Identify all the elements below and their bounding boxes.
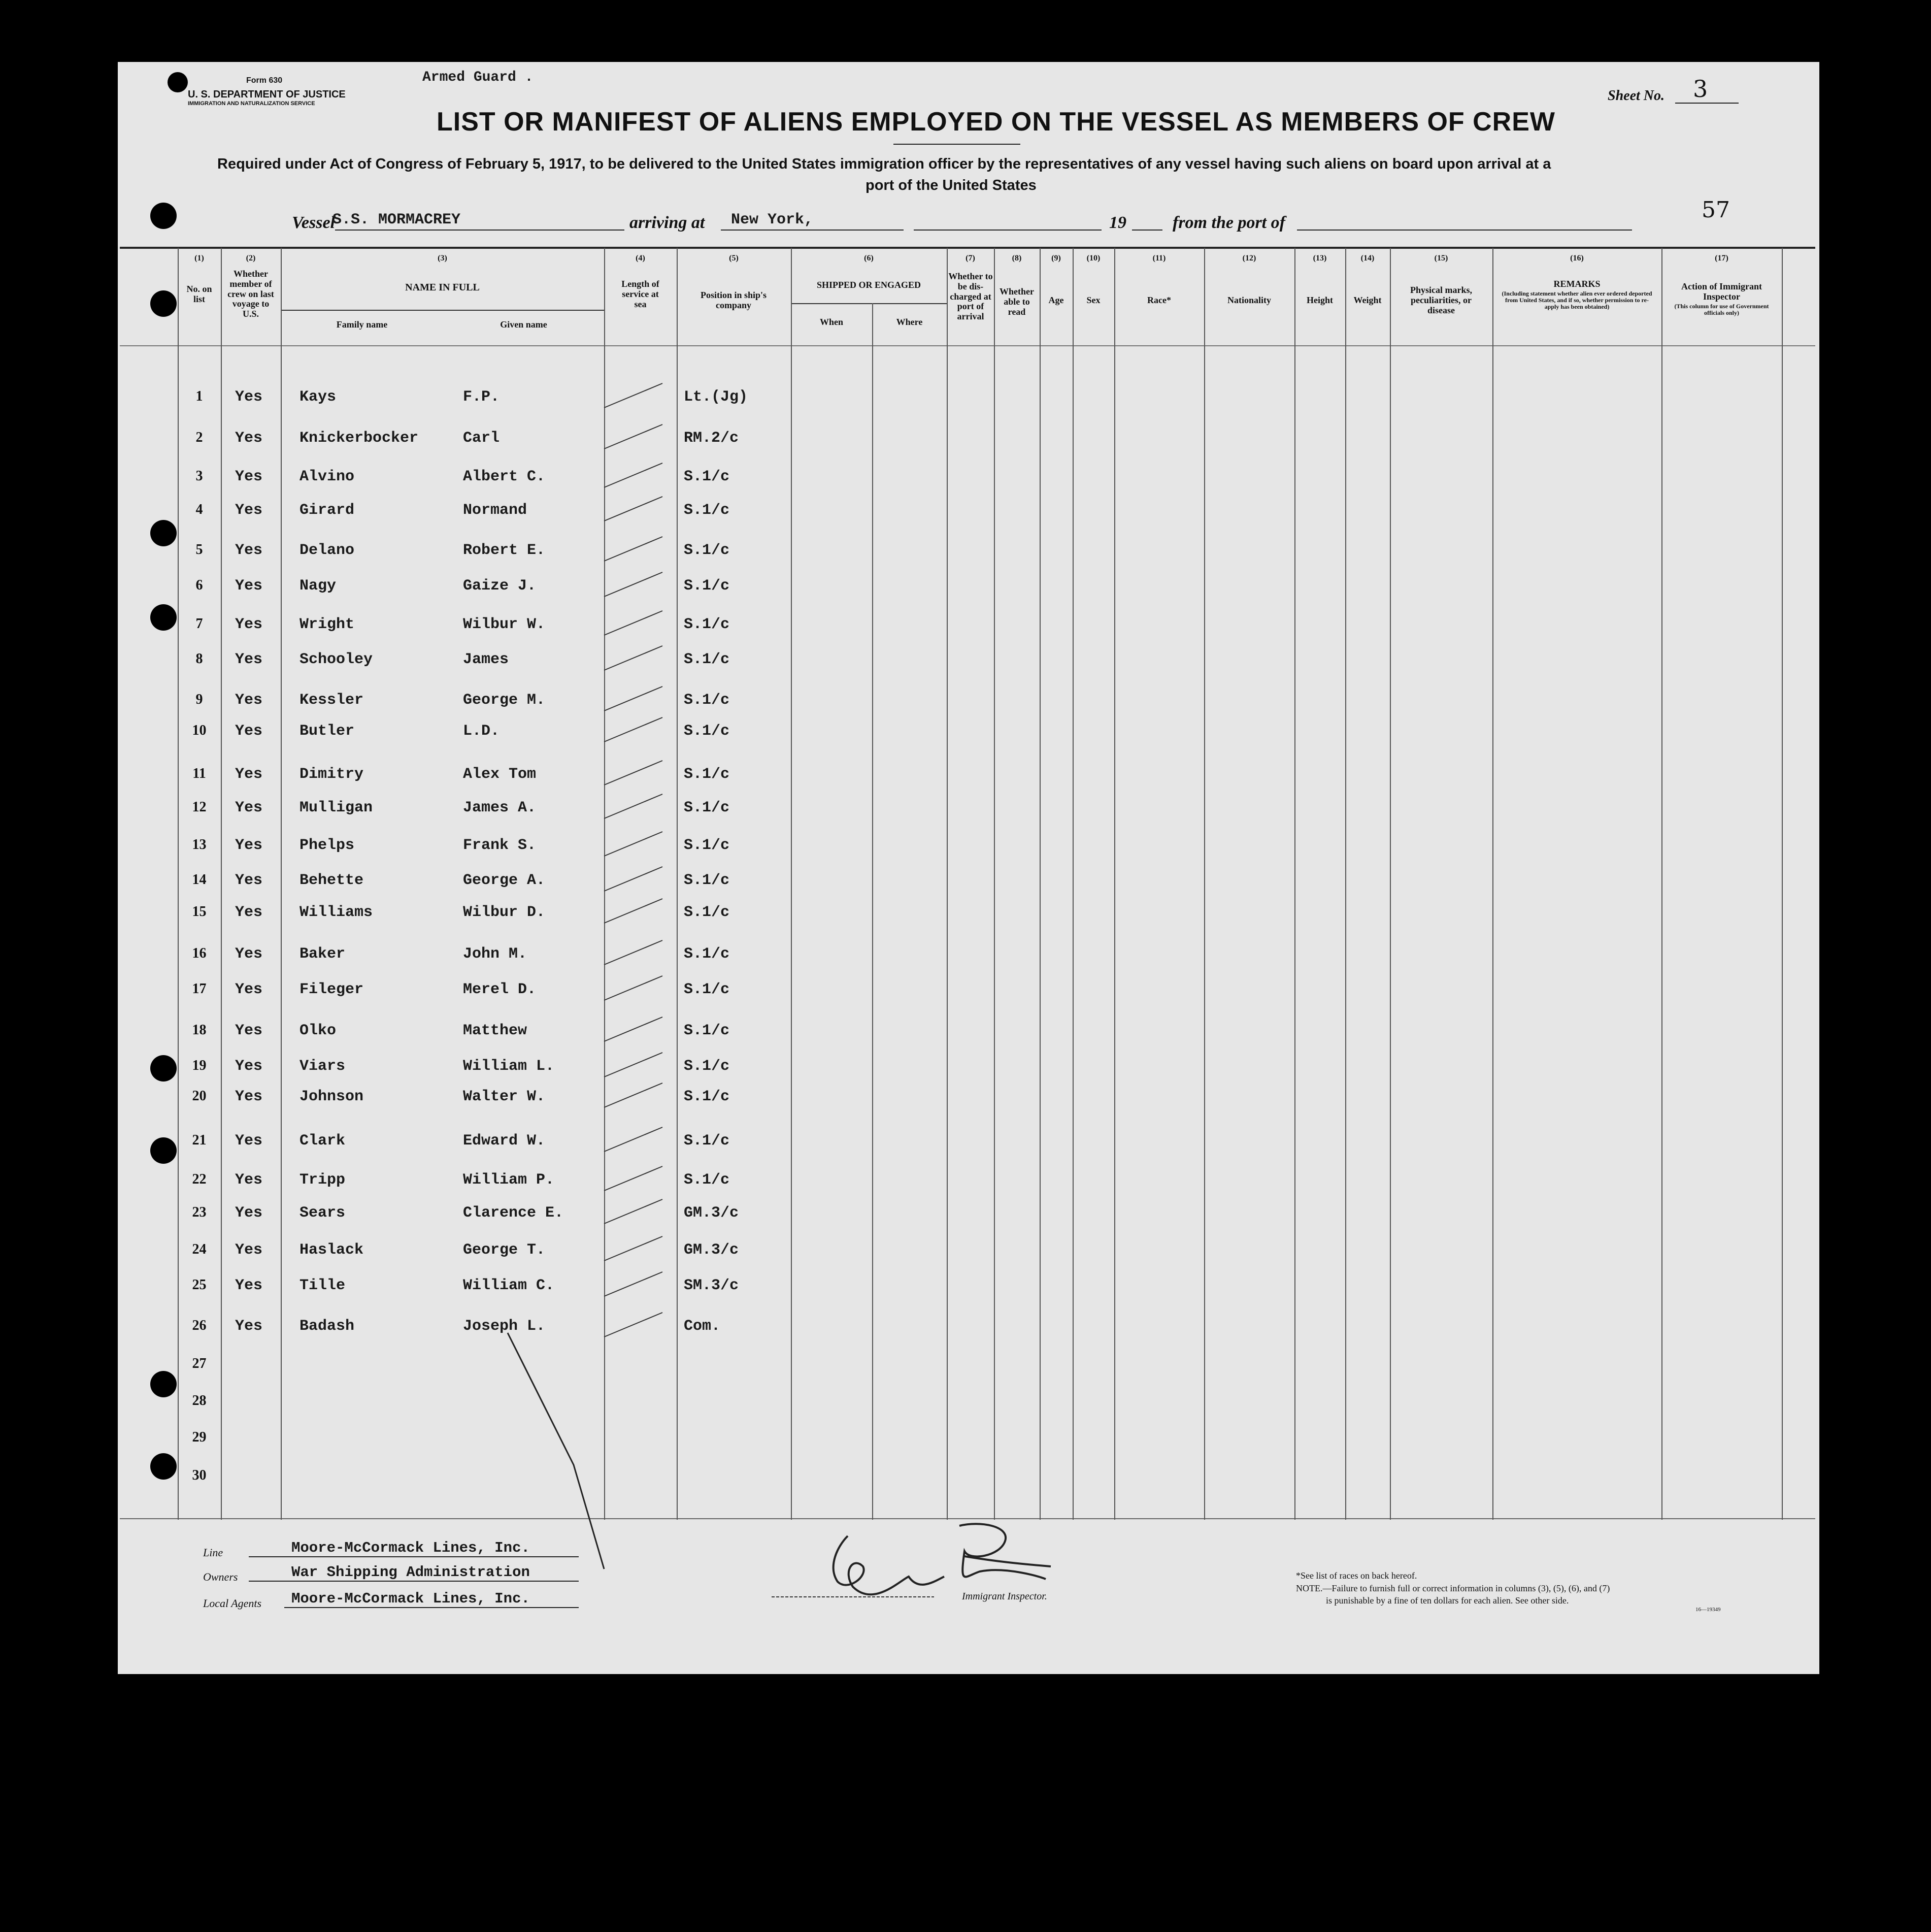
row-number: 14	[192, 872, 207, 888]
service-length-mark	[604, 537, 662, 561]
service-length-mark	[604, 383, 662, 408]
service-length-mark	[604, 1236, 662, 1261]
crew-last-voyage: Yes	[235, 1318, 263, 1335]
given-name: Joseph L.	[463, 1318, 546, 1335]
service-length-mark	[604, 1272, 662, 1296]
given-name: L.D.	[463, 723, 500, 740]
given-name: Wilbur D.	[463, 904, 546, 921]
crew-last-voyage: Yes	[235, 1022, 263, 1039]
page-title: LIST OR MANIFEST OF ALIENS EMPLOYED ON THE VESSEL AS MEMBERS OF CREW	[437, 107, 1555, 137]
given-name: George M.	[463, 692, 546, 709]
crew-last-voyage: Yes	[235, 388, 263, 406]
position: S.1/c	[684, 651, 730, 668]
row-number: 25	[192, 1277, 207, 1293]
agents-value: Moore-McCormack Lines, Inc.	[291, 1590, 530, 1607]
crew-last-voyage: Yes	[235, 1132, 263, 1150]
family-name: Wright	[299, 616, 355, 633]
subtitle-line-1: Required under Act of Congress of February 5, 1917, to be delivered to the United States immigration officer by the representatives of any vessel having such aliens on board upon arrival at a	[217, 156, 1551, 172]
row-number: 24	[192, 1241, 207, 1257]
crew-last-voyage: Yes	[235, 981, 263, 998]
row-number: 8	[195, 651, 203, 667]
arrival-port: New York,	[731, 211, 814, 228]
given-name: Walter W.	[463, 1088, 546, 1105]
crew-last-voyage: Yes	[235, 1277, 263, 1294]
row-number: 15	[192, 904, 207, 920]
row-number: 27	[192, 1356, 207, 1371]
family-name: Olko	[299, 1022, 337, 1039]
row-number: 3	[195, 468, 203, 484]
service-length-mark	[604, 1127, 662, 1152]
family-name: Nagy	[299, 577, 337, 595]
position: GM.3/c	[684, 1204, 739, 1222]
row-number: 7	[195, 616, 203, 632]
position: S.1/c	[684, 1088, 730, 1105]
department-name: U. S. DEPARTMENT OF JUSTICE	[188, 89, 346, 100]
given-name: Edward W.	[463, 1132, 546, 1150]
given-name: George T.	[463, 1241, 546, 1259]
given-name: John M.	[463, 945, 527, 963]
service-length-mark	[604, 463, 662, 487]
position: S.1/c	[684, 616, 730, 633]
row-number: 6	[195, 577, 203, 593]
service-length-mark	[604, 646, 662, 670]
sheet-label: Sheet No.	[1608, 88, 1664, 104]
inspector-label: Immigrant Inspector.	[962, 1591, 1047, 1602]
sheet-number: 3	[1693, 75, 1708, 103]
service-length-mark	[604, 497, 662, 521]
position: S.1/c	[684, 502, 730, 519]
row-number: 23	[192, 1204, 207, 1220]
row-number: 17	[192, 981, 207, 997]
family-name: Baker	[299, 945, 346, 963]
print-code: 16—19349	[1695, 1607, 1721, 1613]
owners-underline	[249, 1581, 579, 1582]
line-value: Moore-McCormack Lines, Inc.	[291, 1540, 530, 1556]
family-name: Dimitry	[299, 766, 364, 783]
crew-last-voyage: Yes	[235, 692, 263, 709]
given-name: Alex Tom	[463, 766, 537, 783]
crew-last-voyage: Yes	[235, 1241, 263, 1259]
crew-last-voyage: Yes	[235, 1171, 263, 1189]
given-name: Normand	[463, 502, 527, 519]
line-underline	[249, 1556, 579, 1557]
family-name: Johnson	[299, 1088, 364, 1105]
service-length-mark	[604, 867, 662, 891]
vessel-name: S.S. MORMACREY	[332, 211, 461, 228]
crew-last-voyage: Yes	[235, 723, 263, 740]
position: S.1/c	[684, 1171, 730, 1189]
given-name: William C.	[463, 1277, 555, 1294]
service-length-mark	[604, 1083, 662, 1107]
service-length-mark	[604, 424, 662, 449]
crew-last-voyage: Yes	[235, 1088, 263, 1105]
service-length-mark	[604, 976, 662, 1000]
family-name: Mulligan	[299, 799, 373, 816]
service-length-mark	[604, 611, 662, 635]
position: Com.	[684, 1318, 721, 1335]
crew-last-voyage: Yes	[235, 872, 263, 889]
family-name: Badash	[299, 1318, 355, 1335]
crew-last-voyage: Yes	[235, 542, 263, 559]
row-number: 10	[192, 723, 207, 738]
row-number: 21	[192, 1132, 207, 1148]
given-name: James	[463, 651, 509, 668]
family-name: Viars	[299, 1058, 346, 1075]
service-length-mark	[604, 686, 662, 711]
row-number: 5	[195, 542, 203, 558]
position: S.1/c	[684, 1022, 730, 1039]
armed-guard-note: Armed Guard .	[422, 70, 534, 85]
note-line-1: NOTE.—Failure to furnish full or correct information in columns (3), (5), (6), and (7)	[1296, 1583, 1610, 1593]
agents-label: Local Agents	[203, 1597, 262, 1610]
row-number: 19	[192, 1058, 207, 1073]
row-number: 4	[195, 502, 203, 517]
service-name: IMMIGRATION AND NATURALIZATION SERVICE	[188, 101, 315, 107]
service-length-mark	[604, 794, 662, 818]
row-number: 16	[192, 945, 207, 961]
service-length-mark	[604, 832, 662, 856]
crew-last-voyage: Yes	[235, 799, 263, 816]
year-label: 19	[1109, 213, 1126, 232]
position: S.1/c	[684, 945, 730, 963]
family-name: Knickerbocker	[299, 430, 419, 447]
service-length-mark	[604, 1053, 662, 1077]
family-name: Schooley	[299, 651, 373, 668]
row-number: 20	[192, 1088, 207, 1104]
row-number: 18	[192, 1022, 207, 1038]
given-name: William L.	[463, 1058, 555, 1075]
position: S.1/c	[684, 1132, 730, 1150]
position: S.1/c	[684, 799, 730, 816]
given-name: Wilbur W.	[463, 616, 546, 633]
crew-last-voyage: Yes	[235, 904, 263, 921]
family-name: Fileger	[299, 981, 364, 998]
row-number: 28	[192, 1393, 207, 1409]
crew-last-voyage: Yes	[235, 502, 263, 519]
form-code: Form 630	[246, 76, 283, 85]
family-name: Haslack	[299, 1241, 364, 1259]
crew-last-voyage: Yes	[235, 651, 263, 668]
position: S.1/c	[684, 981, 730, 998]
position: S.1/c	[684, 1058, 730, 1075]
crew-last-voyage: Yes	[235, 1058, 263, 1075]
family-name: Delano	[299, 542, 355, 559]
position: S.1/c	[684, 723, 730, 740]
given-name: George A.	[463, 872, 546, 889]
family-name: Behette	[299, 872, 364, 889]
row-number: 2	[195, 430, 203, 445]
service-length-mark	[604, 717, 662, 742]
given-name: Robert E.	[463, 542, 546, 559]
row-number: 29	[192, 1429, 207, 1445]
from-port-label: from the port of	[1173, 213, 1285, 232]
page-number: 57	[1702, 197, 1730, 223]
family-name: Clark	[299, 1132, 346, 1150]
row-number: 1	[195, 388, 203, 404]
service-length-mark	[604, 899, 662, 923]
family-name: Alvino	[299, 468, 355, 485]
vessel-label: Vessel	[292, 213, 335, 232]
position: S.1/c	[684, 872, 730, 889]
position: GM.3/c	[684, 1241, 739, 1259]
subtitle-line-2: port of the United States	[865, 177, 1037, 193]
position: S.1/c	[684, 766, 730, 783]
crew-last-voyage: Yes	[235, 837, 263, 854]
position: Lt.(Jg)	[684, 388, 748, 406]
position: RM.2/c	[684, 430, 739, 447]
row-number: 13	[192, 837, 207, 853]
given-name: James A.	[463, 799, 537, 816]
row-number: 11	[192, 766, 206, 781]
crew-last-voyage: Yes	[235, 766, 263, 783]
family-name: Tripp	[299, 1171, 346, 1189]
given-name: Carl	[463, 430, 500, 447]
family-name: Kessler	[299, 692, 364, 709]
family-name: Butler	[299, 723, 355, 740]
crew-last-voyage: Yes	[235, 945, 263, 963]
service-length-mark	[604, 1017, 662, 1041]
given-name: Clarence E.	[463, 1204, 564, 1222]
given-name: Albert C.	[463, 468, 546, 485]
family-name: Williams	[299, 904, 373, 921]
given-name: Gaize J.	[463, 577, 537, 595]
position: S.1/c	[684, 542, 730, 559]
pen-stroke	[508, 1333, 604, 1569]
crew-last-voyage: Yes	[235, 468, 263, 485]
given-name: F.P.	[463, 388, 500, 406]
family-name: Tille	[299, 1277, 346, 1294]
family-name: Sears	[299, 1204, 346, 1222]
row-number: 12	[192, 799, 207, 815]
position: S.1/c	[684, 577, 730, 595]
service-length-mark	[604, 1313, 662, 1337]
service-length-mark	[604, 1166, 662, 1191]
row-number: 22	[192, 1171, 207, 1187]
owners-label: Owners	[203, 1570, 238, 1583]
given-name: Matthew	[463, 1022, 527, 1039]
given-name: Frank S.	[463, 837, 537, 854]
service-length-mark	[604, 761, 662, 785]
arriving-label: arriving at	[629, 213, 705, 232]
family-name: Girard	[299, 502, 355, 519]
position: S.1/c	[684, 692, 730, 709]
row-number: 26	[192, 1318, 207, 1333]
line-label: Line	[203, 1546, 223, 1559]
position: S.1/c	[684, 468, 730, 485]
family-name: Kays	[299, 388, 337, 406]
crew-last-voyage: Yes	[235, 1204, 263, 1222]
note-line-2: is punishable by a fine of ten dollars for each alien. See other side.	[1326, 1595, 1569, 1606]
crew-last-voyage: Yes	[235, 577, 263, 595]
owners-value: War Shipping Administration	[291, 1564, 530, 1581]
given-name: William P.	[463, 1171, 555, 1189]
row-number: 30	[192, 1467, 207, 1483]
position: SM.3/c	[684, 1277, 739, 1294]
service-length-mark	[604, 1199, 662, 1224]
position: S.1/c	[684, 837, 730, 854]
agents-underline	[284, 1607, 579, 1608]
race-footnote: *See list of races on back hereof.	[1296, 1570, 1417, 1581]
service-length-mark	[604, 940, 662, 965]
service-length-mark	[604, 572, 662, 597]
position: S.1/c	[684, 904, 730, 921]
family-name: Phelps	[299, 837, 355, 854]
row-number: 9	[195, 692, 203, 707]
given-name: Merel D.	[463, 981, 537, 998]
crew-last-voyage: Yes	[235, 430, 263, 447]
crew-last-voyage: Yes	[235, 616, 263, 633]
